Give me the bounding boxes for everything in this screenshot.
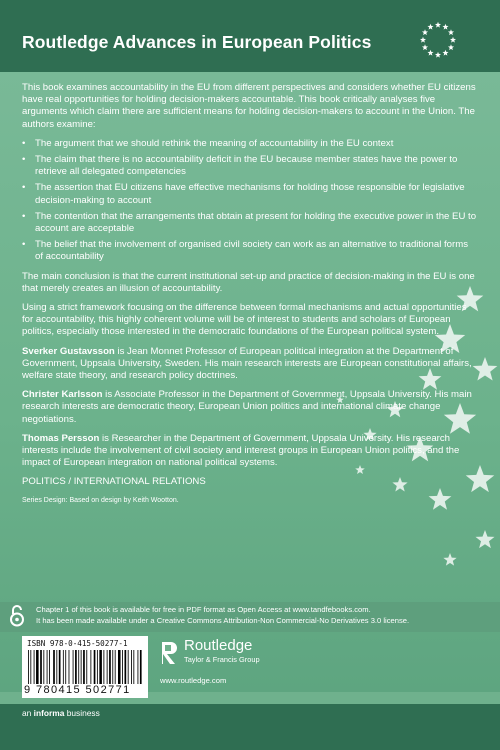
star-icon <box>448 29 454 35</box>
barcode-bar <box>36 650 39 684</box>
series-title: Routledge Advances in European Politics <box>22 32 372 52</box>
isbn-number: ISBN 978-0-415-50277-1 <box>27 639 128 648</box>
barcode-bar <box>43 650 44 684</box>
barcode-bar <box>86 650 87 684</box>
star-icon <box>435 52 441 58</box>
argument-item: • The belief that the involvement of organised civil society can work as an alternative to traditional forms of accountability <box>22 239 469 263</box>
barcode-bar <box>140 650 142 684</box>
star-icon <box>422 44 428 50</box>
barcode-bar <box>115 650 116 684</box>
barcode-bar <box>56 650 57 684</box>
barcode-bar <box>90 650 91 684</box>
author-name: Christer Karlsson <box>22 389 103 401</box>
isbn-barcode <box>22 636 148 698</box>
star-icon <box>475 530 494 548</box>
barcode-bar <box>103 650 104 684</box>
barcode-bar <box>65 650 66 684</box>
barcode-bar <box>131 650 132 684</box>
ean-digits: 9 780415 502771 <box>24 684 131 696</box>
argument-item: • The contention that the arrangements that obtain at present for holding the executive power in the EU to account are acceptable <box>22 210 477 235</box>
informa-wordmark: informa <box>33 708 65 718</box>
barcode-bar <box>81 650 82 684</box>
publisher-url[interactable]: www.routledge.com <box>160 676 227 685</box>
barcode-bar <box>30 650 31 684</box>
subject-category: POLITICS / INTERNATIONAL RELATIONS <box>22 476 206 488</box>
intro-paragraph: This book examines accountability in the EU from different perspectives and considers whether EU citizens have real opportunities for holding decision-makers accountable. This book critically analyses five arguments which claim there are sufficient means for holding decision-makers to account in the Union. The authors examine: <box>22 82 476 130</box>
barcode-bar <box>125 650 127 684</box>
star-icon <box>427 24 433 30</box>
open-access-notice <box>36 604 491 626</box>
star-icon <box>442 24 448 30</box>
star-icon <box>422 29 428 35</box>
star-icon <box>427 50 433 56</box>
framework-paragraph: Using a strict framework focusing on the difference between formal mechanisms and actual opportunities for accountability, this highly coherent volume will be of interest to students and scholars of European politics, especially those interested in the democratic foundations of the European political system. <box>22 302 467 338</box>
open-access-line: Chapter 1 of this book is available for free in PDF format as Open Access at www.tandfebooks.com. <box>36 605 371 614</box>
barcode-bar <box>122 650 123 684</box>
barcode-bar <box>133 650 134 684</box>
barcode-bar <box>128 650 129 684</box>
author-bio: Christer Karlsson is Associate Professor in the Department of Government, Uppsala University. His main research interests are democratic theory, European Union politics and international climate change negotiations. <box>22 389 472 425</box>
bullet-icon: • <box>22 137 26 149</box>
routledge-r-logo-icon <box>160 640 180 666</box>
author-bio: Sverker Gustavsson is Jean Monnet Professor of European political integration at the Department of Government, Uppsala University, Sweden. His main research interests are European constitutional affairs, welfare state theory, and research policy doctrines. <box>22 345 472 382</box>
eu-stars-circle-icon <box>418 20 458 60</box>
barcode-bar <box>97 650 98 684</box>
argument-item: • The assertion that EU citizens have effective mechanisms for holding those responsible for legislative decision-making to account <box>22 182 465 206</box>
license-line: It has been made available under a Creative Commons Attribution-Non Commercial-No Derivatives 3.0 license. <box>36 616 410 625</box>
barcode-bar <box>94 650 96 684</box>
barcode-bar <box>47 650 48 684</box>
author-name: Sverker Gustavsson <box>22 345 115 357</box>
barcode-bar <box>109 650 111 684</box>
barcode-bar <box>34 650 35 684</box>
argument-item: • The argument that we should rethink the meaning of accountability in the EU context <box>22 137 394 149</box>
author-name: Thomas Persson <box>22 432 100 444</box>
star-icon <box>420 37 426 43</box>
bullet-icon: • <box>22 182 26 194</box>
barcode-bar <box>40 650 42 684</box>
argument-item: • The claim that there is no accountability deficit in the EU because member states have the power to retrieve all delegated competencies <box>22 154 458 178</box>
bullet-icon: • <box>22 154 26 166</box>
bullet-icon: • <box>22 239 26 251</box>
publisher-group: Taylor & Francis Group <box>184 655 260 664</box>
barcode-bars <box>28 650 144 684</box>
publisher-name: Routledge <box>184 637 253 654</box>
star-icon <box>435 22 441 28</box>
barcode-bar <box>107 650 108 684</box>
barcode-bar <box>73 650 74 684</box>
barcode-bar <box>28 650 29 684</box>
star-icon <box>448 44 454 50</box>
barcode-bar <box>59 650 61 684</box>
barcode-bar <box>63 650 64 684</box>
author-bio: Thomas Persson is Researcher in the Department of Government, Uppsala University. His research interests include the involvement of civil society and interest groups in European Union politics, and the impact of European integration on national political systems. <box>22 432 460 469</box>
barcode-bar <box>83 650 85 684</box>
barcode-bar <box>78 650 79 684</box>
star-icon <box>442 50 448 56</box>
star-icon <box>450 37 456 43</box>
barcode-bar <box>118 650 121 684</box>
barcode-bar <box>138 650 139 684</box>
informa-business-tag: an informa business <box>22 708 100 718</box>
open-access-lock-icon <box>8 604 26 628</box>
barcode-bar <box>53 650 55 684</box>
barcode-bar <box>49 650 50 684</box>
conclusion-paragraph: The main conclusion is that the current institutional set-up and practice of decision-making in the EU is one that merely creates an illusion of accountability. <box>22 270 475 294</box>
barcode-bar <box>112 650 113 684</box>
barcode-bar <box>75 650 77 684</box>
argument-list <box>22 138 477 264</box>
series-design-credit: Series Design: Based on design by Keith Wootton. <box>22 496 179 504</box>
barcode-bar <box>99 650 102 684</box>
barcode-bar <box>69 650 70 684</box>
blurb-content <box>22 82 477 507</box>
star-icon <box>443 553 456 566</box>
bullet-icon: • <box>22 210 26 222</box>
